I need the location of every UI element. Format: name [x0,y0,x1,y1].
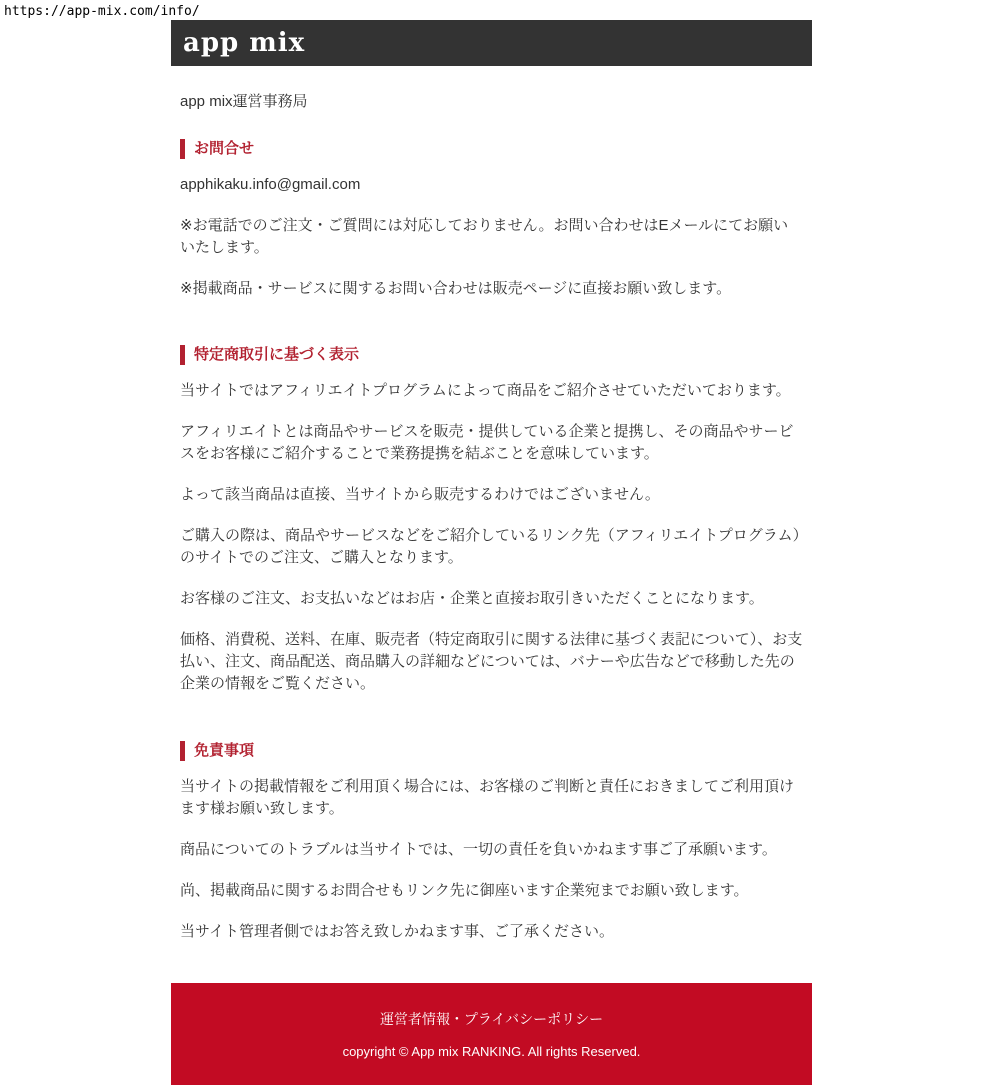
page-container [171,20,812,1085]
tokutei-paragraph: 価格、消費税、送料、在庫、販売者（特定商取引に関する法律に基づく表記について）、お支払い、注文、商品配送、商品購入の詳細などについては、バナーや広告などで移動した先の企業の情報をご覧ください。 [180,631,803,692]
site-header [171,20,812,66]
tokutei-paragraph: ご購入の際は、商品やサービスなどをご紹介しているリンク先（アフィリエイトプログラム）のサイトでのご注文、ご購入となります。 [180,527,801,566]
contact-note: ※掲載商品・サービスに関するお問い合わせは販売ページに直接お願い致します。 [180,280,732,297]
site-title-link[interactable]: app mix [183,28,306,58]
disclaimer-paragraph: 尚、掲載商品に関するお問合せもリンク先に御座います企業宛までお願い致します。 [180,882,749,899]
contact-note: ※お電話でのご注文・ご質問には対応しておりません。お問い合わせはEメールにてお願いいたします。 [180,217,789,256]
section-contact [180,139,803,300]
tokutei-heading: 特定商取引に基づく表示 [180,345,803,365]
section-tokutei-shoutorihiki [180,345,803,695]
contact-email: apphikaku.info@gmail.com [180,176,361,193]
copyright-text: copyright © App mix RANKING. All rights Reserved. [342,1044,641,1059]
tokutei-paragraph: アフィリエイトとは商品やサービスを販売・提供している企業と提携し、その商品やサービスをお客様にご紹介することで業務提携を結ぶことを意味しています。 [180,423,794,462]
tokutei-paragraph: お客様のご注文、お支払いなどはお店・企業と直接お取引きいただくことになります。 [180,590,764,607]
privacy-policy-link[interactable]: 運営者情報・プライバシーポリシー [379,1011,604,1027]
tokutei-paragraph: よって該当商品は直接、当サイトから販売するわけではございません。 [180,486,660,503]
disclaimer-heading: 免責事項 [180,741,803,761]
page-url: https://app-mix.com/info/ [4,4,200,19]
disclaimer-paragraph: 商品についてのトラブルは当サイトでは、一切の責任を負いかねます事ご了承願います。 [180,841,777,858]
disclaimer-paragraph: 当サイトの掲載情報をご利用頂く場合には、お客様のご判断と責任におきましてご利用頂けます様お願い致します。 [180,778,794,817]
tokutei-paragraph: 当サイトではアフィリエイトプログラムによって商品をご紹介させていただいております。 [180,382,791,399]
section-disclaimer [180,741,803,943]
site-footer [171,983,812,1085]
contact-heading: お問合せ [180,139,803,159]
disclaimer-paragraph: 当サイト管理者側ではお答え致しかねます事、ご了承ください。 [180,923,614,940]
operator-name-text: app mix運営事務局 [180,93,308,110]
